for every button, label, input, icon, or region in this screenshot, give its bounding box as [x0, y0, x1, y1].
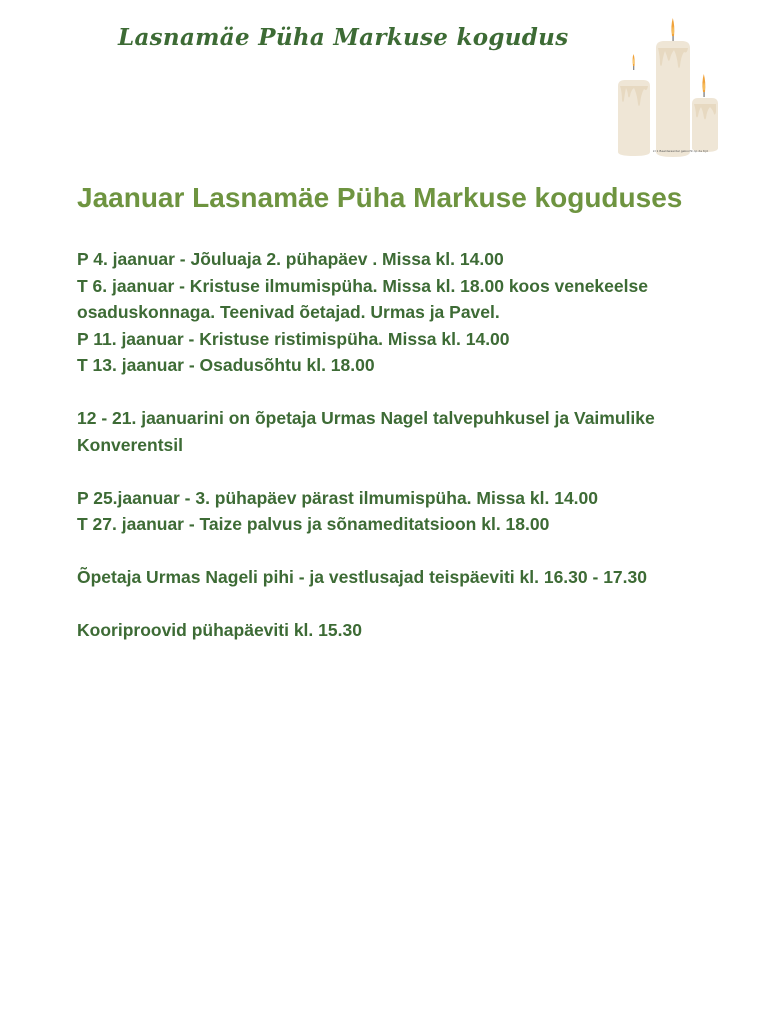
schedule-line: P 25.jaanuar - 3. pühapäev pärast ilmumispüha. Missa kl. 14.00	[77, 487, 599, 508]
header-title: Lasnamäe Püha Markuse kogudus	[118, 24, 569, 51]
document-heading: Jaanuar Lasnamäe Püha Markuse koguduses	[77, 182, 683, 213]
schedule-block-5	[77, 617, 727, 644]
candles-image	[608, 14, 724, 160]
candle-caption: kl 1 Beeldwaardel gekocht op de tijd	[653, 149, 708, 153]
candle-left	[618, 54, 650, 156]
schedule-line: T 27. jaanuar - Taize palvus ja sõnameditatsioon kl. 18.00	[77, 514, 550, 534]
candle-right	[692, 74, 718, 152]
schedule-line: T 13. jaanuar - Osadusõhtu kl. 18.00	[77, 355, 375, 375]
schedule-block-2	[77, 405, 727, 458]
schedule-line: P 4. jaanuar - Jõuluaja 2. pühapäev . Missa kl. 14.00	[77, 249, 504, 269]
content	[77, 246, 727, 670]
schedule-block-3	[77, 485, 727, 538]
schedule-line: Kooriproovid pühapäeviti kl. 15.30	[77, 620, 362, 640]
schedule-block-4	[77, 564, 727, 591]
schedule-block-1	[77, 246, 727, 379]
candle-middle	[656, 18, 690, 157]
schedule-line: Õpetaja Urmas Nageli pihi - ja vestlusajad teispäeviti kl. 16.30 - 17.30	[77, 567, 647, 587]
schedule-line: 12 - 21. jaanuarini on õpetaja Urmas Nagel talvepuhkusel ja Vaimulike Konverentsil	[77, 408, 655, 455]
schedule-line: T 6. jaanuar - Kristuse ilmumispüha. Missa kl. 18.00 koos venekeelse osaduskonnaga. Teenivad õetajad. Urmas ja Pavel.	[77, 275, 648, 322]
schedule-line: P 11. jaanuar - Kristuse ristimispüha. Missa kl. 14.00	[77, 328, 510, 349]
